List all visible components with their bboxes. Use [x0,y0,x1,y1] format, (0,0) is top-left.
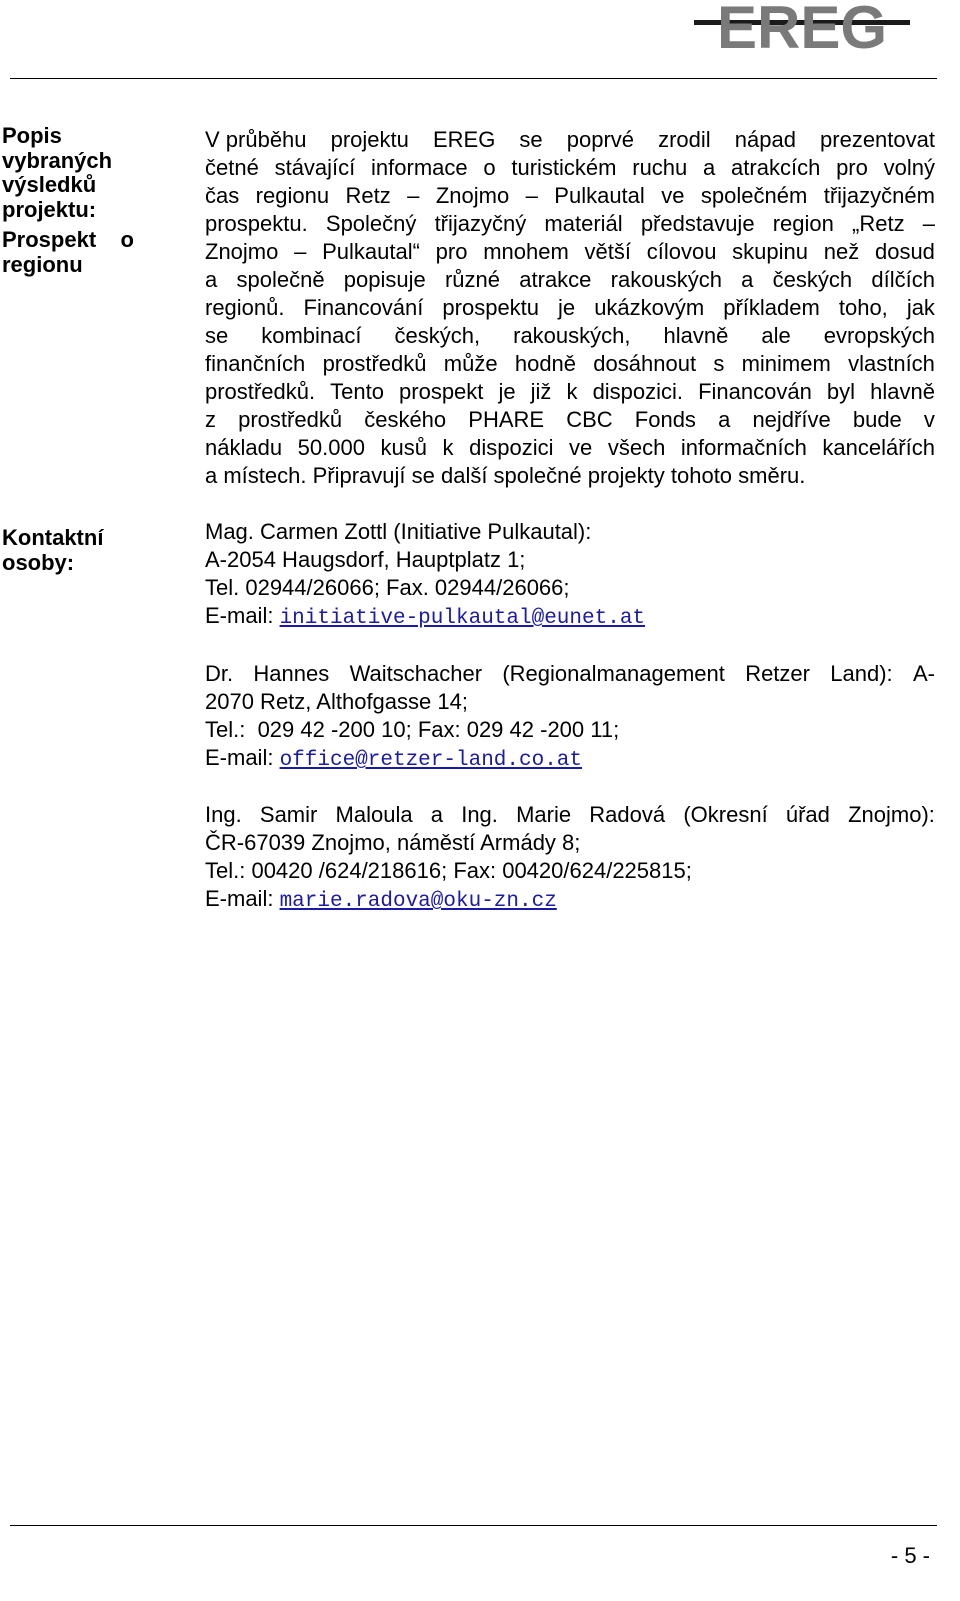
description-word: Společný [325,211,417,236]
contact-word: Retzer [745,661,810,686]
description-line [205,238,935,266]
description-word: – [922,211,935,236]
description-word: kusů [380,435,427,460]
description-word: z [205,407,216,432]
description-justified-lines [205,126,935,462]
contact-email-line [205,744,935,772]
description-word: čas [205,183,240,208]
contact-name: Mag. Carmen Zottl (Initiative Pulkautal): [205,519,592,544]
description-line [205,154,935,182]
label-line: projektu: [2,196,97,222]
project-name-label: Prospekt o [2,227,134,252]
description-word: 50.000 [297,435,365,460]
description-word: Financování [303,295,424,320]
description-line [205,434,935,462]
description-word: atrakcích [731,155,821,180]
description-word: ukázkovým [594,295,705,320]
description-paragraph [205,126,935,490]
description-word: finančních [205,351,306,376]
description-word: regionu [255,183,330,208]
email-label: E-mail: [205,745,280,770]
description-word: dosáhnout [593,351,697,376]
description-word: ale [761,323,791,348]
description-label [2,124,152,277]
description-word: toho, [838,295,888,320]
contact-word: Ing. [205,802,242,827]
description-word: a [741,267,754,292]
description-word: všech [607,435,666,460]
description-word: popisuje [343,267,426,292]
email-label: E-mail: [205,886,280,911]
description-word: prospektu. [205,211,308,236]
email-link[interactable]: office@retzer-land.co.at [279,749,583,772]
description-word: regionů. [205,295,285,320]
description-word: společně [236,267,325,292]
contact-word: (Okresní [683,802,768,827]
description-line [205,126,935,154]
description-word: hlavně [663,323,729,348]
contact-word: A- [912,661,935,686]
email-label: E-mail: [205,603,280,628]
description-line [205,182,935,210]
description-word: byl [826,379,856,404]
contact-word: Ing. [461,802,498,827]
description-word: prostředků [238,407,343,432]
description-line [205,350,935,378]
description-word: CBC [566,407,613,432]
description-word: Financován [698,379,812,404]
contact-address: A-2054 Haugsdorf, Hauptplatz 1; [205,547,526,572]
description-word: Fonds [634,407,696,432]
description-word: se [205,323,229,348]
description-word: ve [661,183,685,208]
description-word: Pulkautal“ [322,239,420,264]
description-line [205,406,935,434]
description-word: nejdříve [752,407,831,432]
contact-word: Dr. [205,661,234,686]
description-word: skupinu [732,239,809,264]
description-word: atrakce [519,267,592,292]
description-word: různé [444,267,501,292]
description-word: již [530,379,552,404]
description-word: příkladem [723,295,820,320]
svg-text:EREG: EREG [716,0,888,52]
ereg-logo [694,0,910,52]
description-word: jak [906,295,935,320]
description-word: prospektu [442,295,540,320]
description-word: prostředků [322,351,427,376]
contact-phone: Tel.: 00420 /624/218616; Fax: 00420/624/225815; [205,858,692,883]
contact-phone: Tel. 02944/26066; Fax. 02944/26066; [205,575,570,600]
contact-email-line [205,885,935,913]
description-line [205,294,935,322]
description-word: četné [205,155,259,180]
contact-email-line [205,602,935,630]
description-word: větší [584,239,631,264]
description-line [205,322,935,350]
contact-address: 2070 Retz, Althofgasse 14; [205,689,468,714]
description-word: mnohem [483,239,569,264]
description-word: než [823,239,860,264]
description-word: bude [852,407,902,432]
description-word: – [525,183,538,208]
description-word: a [205,267,218,292]
description-word: pro [836,155,868,180]
description-word: Retz [345,183,391,208]
contact-word: Samir [259,802,318,827]
description-word: představuje [640,211,755,236]
description-word: nápad [734,127,796,152]
description-word: minimem [741,351,831,376]
footer-divider [10,1525,937,1526]
description-word: informace [371,155,468,180]
contact-word: Hannes [253,661,330,686]
contact-phone: Tel.: 029 42 -200 10; Fax: 029 42 -200 11; [205,717,620,742]
page-number: - 5 - [890,1543,930,1568]
description-word: vlastních [848,351,935,376]
description-word: prezentovat [820,127,935,152]
description-word: zrodil [658,127,711,152]
contact-word: (Regionalmanagement [502,661,725,686]
description-word: „Retz [852,211,905,236]
description-word: prospekt [399,379,484,404]
contact-word: Waitschacher [349,661,483,686]
project-name-label-line2: regionu [2,251,83,277]
label-line: Popis [2,123,62,148]
description-word: volný [883,155,935,180]
description-word: k [566,379,578,404]
description-word: ve [569,435,593,460]
description-word: PHARE [468,407,545,432]
contact-name [205,801,935,829]
description-word: a [703,155,716,180]
description-word: a [718,407,731,432]
description-word: – [407,183,420,208]
contact-word: Marie [516,802,572,827]
description-word: českých, [394,323,481,348]
description-word: projektu [330,127,409,152]
description-word: – [294,239,307,264]
description-word: cílovou [646,239,717,264]
contact-word: Radová [589,802,666,827]
contact-name [205,660,935,688]
description-word: evropských [823,323,935,348]
description-word: k [442,435,454,460]
description-word: dílčích [871,267,935,292]
description-word: dispozici [469,435,554,460]
contact-word: Maloula [335,802,413,827]
description-word: českého [364,407,447,432]
description-word: společném [700,183,808,208]
description-line [205,266,935,294]
email-link[interactable]: marie.radova@oku-zn.cz [279,890,557,913]
description-word: může [443,351,498,376]
description-line [205,378,935,406]
description-word: Pulkautal [554,183,645,208]
description-word: stávající [274,155,356,180]
header-divider [10,78,937,79]
description-word: turistickém [511,155,617,180]
contact-maloula-radova [205,801,935,913]
description-word: třijazyčném [823,183,935,208]
description-word: Znojmo [205,239,279,264]
description-word: Tento [330,379,384,404]
description-word: v [923,407,935,432]
description-word: dosud [874,239,935,264]
description-line [205,210,935,238]
description-word: třijazyčný [434,211,527,236]
email-link[interactable]: initiative-pulkautal@eunet.at [279,607,646,630]
contact-word: a [430,802,444,827]
description-word: prostředků. [205,379,316,404]
contact-zottl [205,518,935,630]
contact-address: ČR-67039 Znojmo, náměstí Armády 8; [205,830,581,855]
description-word: rakouských, [513,323,631,348]
description-word: českých [772,267,853,292]
description-word: se [519,127,543,152]
description-word: kombinací [261,323,362,348]
label-line: vybraných [2,147,113,173]
description-word: EREG [432,127,496,152]
description-word: V průběhu [205,127,307,152]
description-word: materiál [544,211,623,236]
description-word: region [772,211,834,236]
contact-word: Land): [830,661,893,686]
description-word: hodně [514,351,577,376]
description-word: je [498,379,516,404]
description-word: s [713,351,725,376]
contact-waitschacher [205,660,935,772]
contacts-label [2,526,152,575]
description-word: informačních [680,435,807,460]
label-line: Kontaktní [2,525,104,550]
label-line: výsledků [2,172,97,197]
description-word: kancelářích [822,435,935,460]
contact-word: Znojmo): [848,802,935,827]
description-last-line: a místech. Připravují se další společné projekty tohoto směru. [205,463,806,488]
description-word: o [483,155,496,180]
description-word: ruchu [632,155,688,180]
description-word: hlavně [870,379,935,404]
description-word: Znojmo [435,183,510,208]
description-word: je [558,295,576,320]
contact-word: úřad [785,802,830,827]
description-word: rakouských [610,267,722,292]
description-word: dispozici. [592,379,684,404]
description-word: poprvé [566,127,635,152]
description-word: nákladu [205,435,283,460]
label-line: osoby: [2,549,75,575]
description-word: pro [435,239,468,264]
